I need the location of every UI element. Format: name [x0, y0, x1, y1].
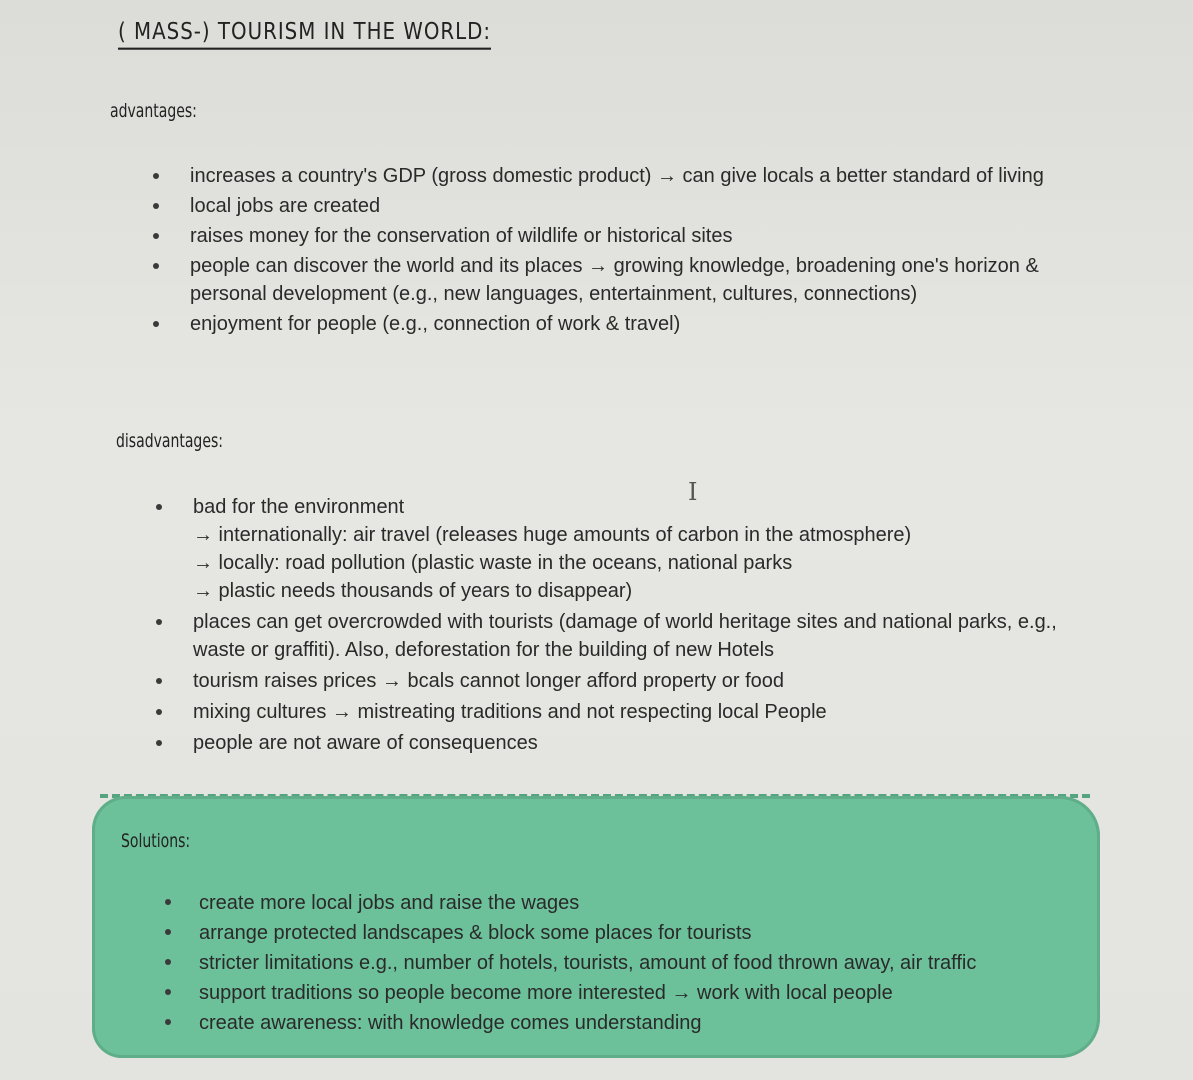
list-item-text: places can get overcrowded with tourists (damage of world heritage sites and national parks, e.g., waste or graffiti). Also, deforestation for the building of new Hotels [193, 611, 1057, 661]
list-item-text: increases a country's GDP (gross domestic product) → can give locals a better standard of living [190, 165, 1044, 187]
sub-item-text: → locally: road pollution (plastic waste in the oceans, national parks [193, 552, 793, 574]
solutions-heading: Solutions: [121, 830, 191, 852]
bullet-icon [153, 321, 159, 327]
bullet-icon [165, 1019, 171, 1025]
list-item [199, 978, 1079, 1008]
list-item-text: enjoyment for people (e.g., connection of work & travel) [190, 313, 681, 335]
list-item-text: create more local jobs and raise the wages [199, 892, 580, 914]
page-title: ( MASS-) TOURISM IN THE WORLD: [118, 19, 491, 49]
advantages-list [190, 162, 1070, 338]
bullet-icon [156, 504, 162, 510]
list-item-text: create awareness: with knowledge comes understanding [199, 1012, 702, 1034]
list-item [193, 493, 1093, 605]
list-item-text: people are not aware of consequences [193, 732, 538, 754]
solutions-list [199, 888, 1079, 1038]
bullet-icon [153, 233, 159, 239]
sub-item-text: → plastic needs thousands of years to disappear) [193, 580, 633, 602]
list-item [190, 162, 1070, 190]
list-item [199, 1008, 1079, 1038]
bullet-icon [165, 899, 171, 905]
bullet-icon [156, 709, 162, 715]
list-item [193, 698, 1093, 726]
list-item-text: raises money for the conservation of wildlife or historical sites [190, 225, 733, 247]
list-item [190, 252, 1070, 308]
list-item-text: local jobs are created [190, 195, 381, 217]
bullet-icon [153, 263, 159, 269]
list-item [199, 948, 1079, 978]
list-item [190, 192, 1070, 220]
bullet-icon [156, 678, 162, 684]
bullet-icon [153, 203, 159, 209]
list-item [190, 310, 1070, 338]
bullet-icon [165, 989, 171, 995]
list-item [199, 918, 1079, 948]
bullet-icon [153, 173, 159, 179]
disadvantages-heading: disadvantages: [116, 430, 223, 452]
list-item-text: mixing cultures → mistreating traditions and not respecting local People [193, 701, 827, 723]
sub-item-text: → internationally: air travel (releases huge amounts of carbon in the atmosphere) [193, 524, 912, 546]
advantages-heading: advantages: [110, 100, 197, 122]
list-item-text: tourism raises prices → bcals cannot longer afford property or food [193, 670, 785, 692]
list-item-text: stricter limitations e.g., number of hotels, tourists, amount of food thrown away, air traffic [199, 952, 977, 974]
list-item-text: bad for the environment [193, 496, 405, 518]
list-item [193, 608, 1093, 664]
bullet-icon [165, 959, 171, 965]
list-item [193, 729, 1093, 757]
list-item-text: people can discover the world and its places → growing knowledge, broadening one's horizon & personal development (e.g., new languages, entertainment, cultures, connections) [190, 255, 1039, 305]
bullet-icon [156, 740, 162, 746]
disadvantages-list [193, 493, 1093, 757]
list-item [190, 222, 1070, 250]
list-item-text: arrange protected landscapes & block some places for tourists [199, 922, 752, 944]
bullet-icon [165, 929, 171, 935]
bullet-icon [156, 619, 162, 625]
text-cursor-icon: I [688, 478, 698, 506]
list-item [199, 888, 1079, 918]
list-item [193, 667, 1093, 695]
list-item-text: support traditions so people become more interested → work with local people [199, 982, 893, 1004]
